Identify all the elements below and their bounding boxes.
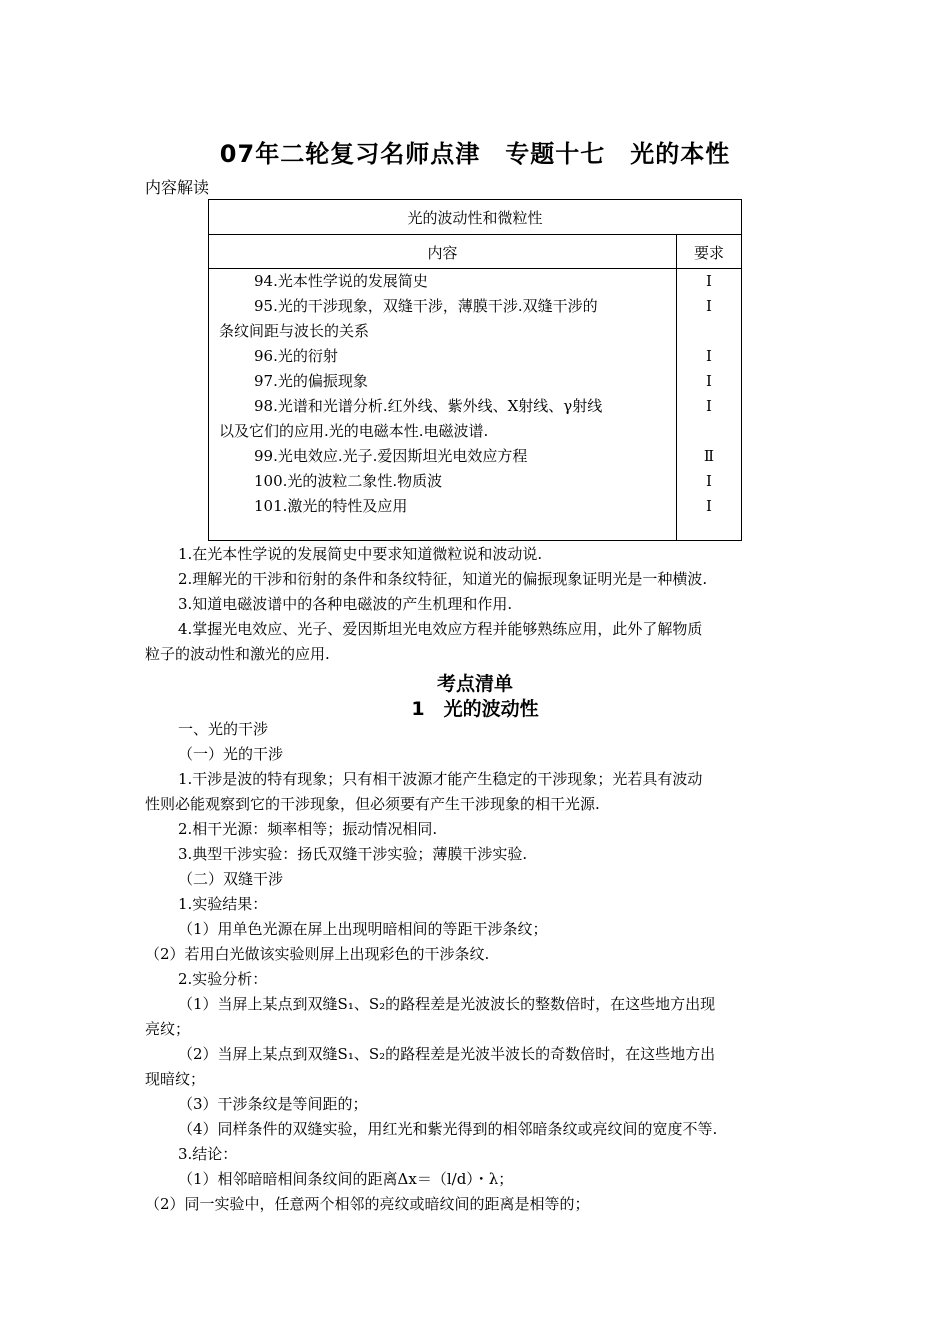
body-paragraph: 3.典型干涉实验：扬氏双缝干涉实验；薄膜干涉实验. xyxy=(178,845,528,863)
table-row: 101.激光的特性及应用 xyxy=(254,497,408,515)
table-divider xyxy=(209,234,741,235)
table-row: 98.光谱和光谱分析.红外线、紫外线、X射线、γ射线 xyxy=(254,397,603,415)
table-header-requirement: 要求 xyxy=(693,244,724,262)
table-row-continued: 条纹间距与波长的关系 xyxy=(219,322,370,340)
body-paragraph: 2.相干光源：频率相等；振动情况相同. xyxy=(178,820,438,838)
body-paragraph: （1）用单色光源在屏上出现明暗相间的等距干涉条纹； xyxy=(178,920,548,938)
body-paragraph-continued: 现暗纹； xyxy=(145,1070,206,1088)
intro-paragraph: 2.理解光的干涉和衍射的条件和条纹特征，知道光的偏振现象证明光是一种横波. xyxy=(178,570,708,588)
intro-paragraph: 3.知道电磁波谱中的各种电磁波的产生机理和作用. xyxy=(178,595,513,613)
table-row: 96.光的衍射 xyxy=(254,347,338,365)
table-header-content: 内容 xyxy=(427,244,458,262)
page-title: 07年二轮复习名师点津 专题十七 光的本性 xyxy=(219,140,731,168)
subheading: （二）双缝干涉 xyxy=(178,870,284,888)
table-row-requirement: Ⅰ xyxy=(706,472,712,490)
table-row: 95.光的干涉现象，双缝干涉，薄膜干涉.双缝干涉的 xyxy=(254,297,598,315)
formula-paragraph: （1）相邻暗暗相间条纹间的距离Δx＝（l/d）・λ； xyxy=(178,1170,514,1188)
table-row-requirement: Ⅰ xyxy=(706,347,712,365)
table-row: 97.光的偏振现象 xyxy=(254,372,368,390)
subheading: 一、光的干涉 xyxy=(178,720,269,738)
table-row-requirement: Ⅰ xyxy=(706,397,712,415)
intro-paragraph: 4.掌握光电效应、光子、爱因斯坦光电效应方程并能够熟练应用，此外了解物质 xyxy=(178,620,703,638)
table-row: 94.光本性学说的发展简史 xyxy=(254,272,428,290)
body-paragraph: （2）同一实验中，任意两个相邻的亮纹或暗纹间的距离是相等的； xyxy=(145,1195,590,1213)
intro-paragraph-continued: 粒子的波动性和激光的应用. xyxy=(145,645,330,663)
table-row-requirement: Ⅰ xyxy=(706,372,712,390)
body-paragraph: 1.干涉是波的特有现象；只有相干波源才能产生稳定的干涉现象；光若具有波动 xyxy=(178,770,703,788)
table-row-requirement: Ⅰ xyxy=(706,497,712,515)
subheading: （一）光的干涉 xyxy=(178,745,284,763)
section-label: 内容解读 xyxy=(145,178,210,197)
table-row-continued: 以及它们的应用.光的电磁本性.电磁波谱. xyxy=(219,422,489,440)
table-row-requirement: Ⅰ xyxy=(706,297,712,315)
body-paragraph: （2）当屏上某点到双缝S₁、S₂的路程差是光波半波长的奇数倍时，在这些地方出 xyxy=(178,1045,716,1063)
content-table xyxy=(208,199,742,541)
body-paragraph: 3.结论： xyxy=(178,1145,238,1163)
body-paragraph: （3）干涉条纹是等间距的； xyxy=(178,1095,368,1113)
body-paragraph: 1.实验结果： xyxy=(178,895,268,913)
heading-section-1: 1 光的波动性 xyxy=(411,698,539,720)
intro-paragraph: 1.在光本性学说的发展简史中要求知道微粒说和波动说. xyxy=(178,545,543,563)
table-row-requirement: Ⅱ xyxy=(703,447,715,465)
body-paragraph: （4）同样条件的双缝实验，用红光和紫光得到的相邻暗条纹或亮纹间的宽度不等. xyxy=(178,1120,718,1138)
heading-checklist: 考点清单 xyxy=(436,673,513,695)
table-row: 100.光的波粒二象性.物质波 xyxy=(254,472,443,490)
body-paragraph: （1）当屏上某点到双缝S₁、S₂的路程差是光波波长的整数倍时，在这些地方出现 xyxy=(178,995,716,1013)
body-paragraph-continued: 亮纹； xyxy=(145,1020,191,1038)
body-paragraph-continued: 性则必能观察到它的干涉现象，但必须要有产生干涉现象的相干光源. xyxy=(145,795,600,813)
body-paragraph: （2）若用白光做该实验则屏上出现彩色的干涉条纹. xyxy=(145,945,490,963)
table-row: 99.光电效应.光子.爱因斯坦光电效应方程 xyxy=(254,447,528,465)
table-caption: 光的波动性和微粒性 xyxy=(407,209,543,227)
body-paragraph: 2.实验分析： xyxy=(178,970,268,988)
table-row-requirement: Ⅰ xyxy=(706,272,712,290)
